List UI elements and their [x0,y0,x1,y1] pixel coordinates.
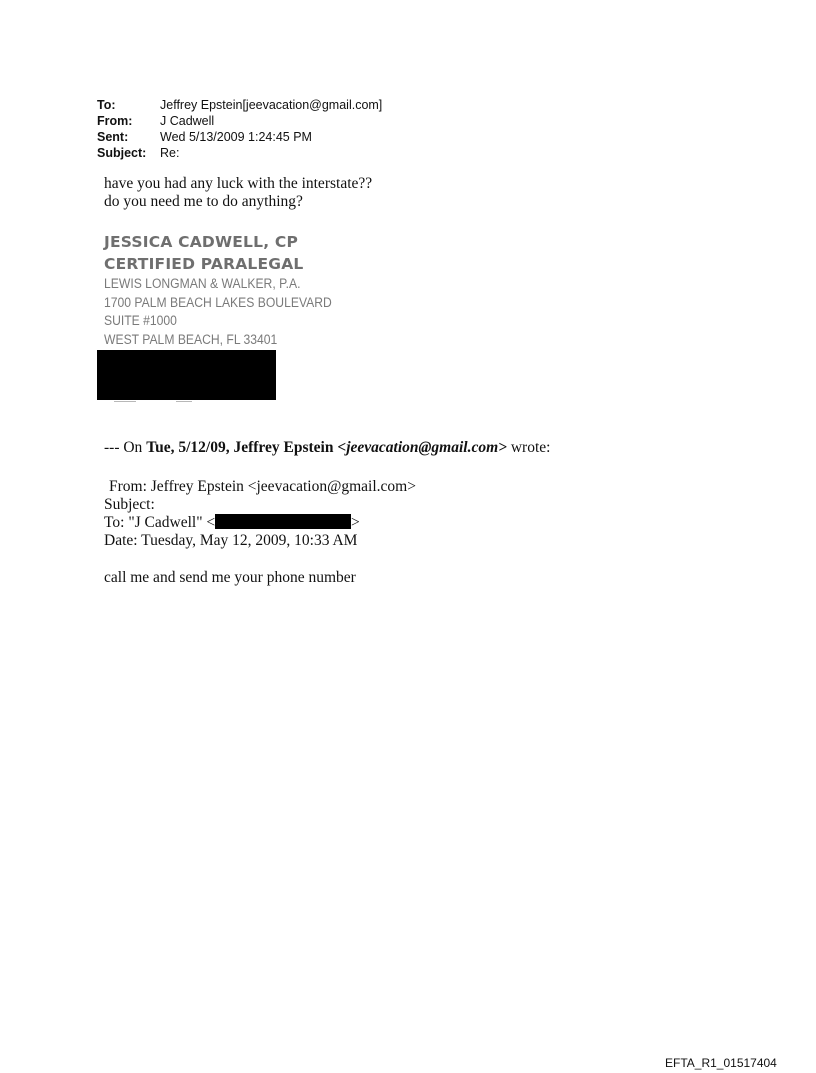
from-row [97,113,382,129]
subject-label: Subject: [97,146,147,160]
document-id: EFTA_R1_01517404 [665,1056,777,1070]
quote-intro-email: <jeevacation@gmail.com> [337,439,507,456]
sent-row [97,129,382,145]
quoted-date-line: Date: Tuesday, May 12, 2009, 10:33 AM [104,532,358,549]
email-header [97,97,382,161]
signature-suite: SUITE #1000 [104,313,177,328]
signature-name: JESSICA CADWELL, CP [104,233,299,251]
sent-value: Wed 5/13/2009 1:24:45 PM [160,130,312,144]
to-row [97,97,382,113]
signature-street: 1700 PALM BEACH LAKES BOULEVARD [104,294,332,310]
email-redaction-box [215,514,351,529]
body-line-1: have you had any luck with the interstate?? [104,175,373,192]
signature-block [104,231,357,349]
quote-intro [104,439,550,457]
signature-title: CERTIFIED PARALEGAL [104,255,304,273]
quote-intro-suffix: wrote: [506,439,551,456]
quoted-message: call me and send me your phone number [104,569,356,586]
sent-label: Sent: [97,130,129,144]
subject-row [97,145,382,161]
subject-value: Re: [160,146,180,160]
quoted-from-line: From: Jeffrey Epstein <jeevacation@gmail.com> [109,478,416,495]
quoted-to-prefix: To: "J Cadwell" < [104,514,216,531]
quoted-subject-line: Subject: [104,496,155,513]
to-value: Jeffrey Epstein[jeevacation@gmail.com] [160,98,383,112]
to-label: To: [97,98,116,112]
quoted-to-suffix: > [351,514,360,531]
from-value: J Cadwell [160,114,215,128]
signature-city: WEST PALM BEACH, FL 33401 [104,331,278,347]
signature-firm: LEWIS LONGMAN & WALKER, P.A. [104,276,301,291]
body-line-2: do you need me to do anything? [104,193,303,210]
from-label: From: [97,114,133,128]
quote-intro-date: Tue, 5/12/09, Jeffrey Epstein [146,439,338,456]
signature-redaction-box [97,350,276,400]
quote-intro-prefix: --- On [104,439,147,456]
message-body [104,175,372,211]
